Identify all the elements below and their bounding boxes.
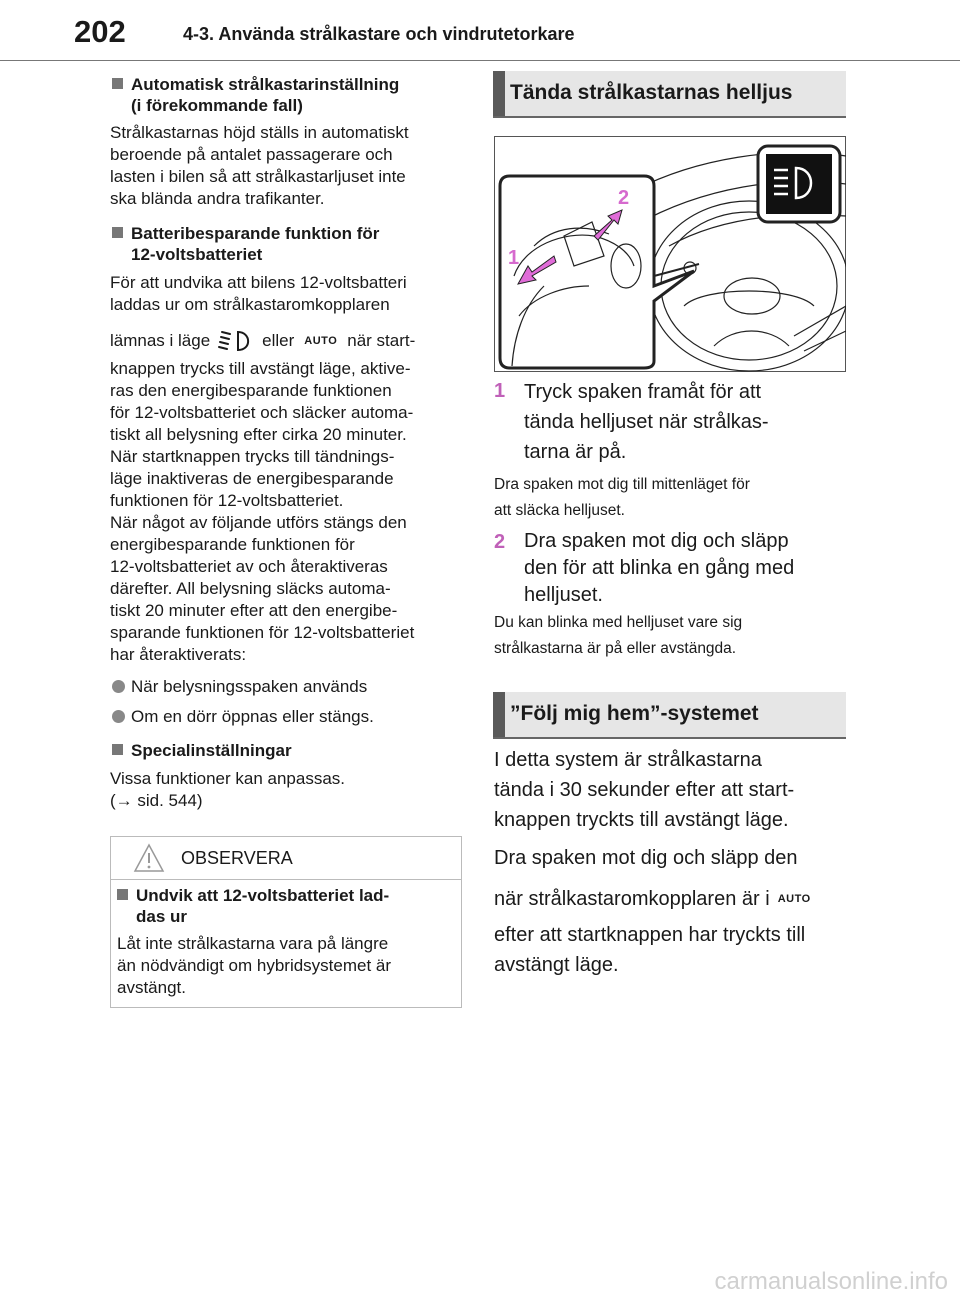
follow-me-home-text-2a: Dra spaken mot dig och släpp den [494,847,798,869]
special-settings-heading: Specialinställningar [110,740,465,761]
watermark: carmanualsonline.info [714,1268,948,1295]
notice-text: Låt inte strålkastarna vara på längre än nödvändigt om hybridsystemet är avstängt. [117,934,392,997]
circle-bullet-icon [112,710,125,723]
headlight-lever-illustration [494,136,846,372]
battery-saver-heading: Batteribesparande funktion för 12-voltsbatteriet [110,223,465,265]
auto-icon: AUTO [777,893,811,905]
header-divider [0,60,960,61]
figure-label-1: 1 [508,247,520,269]
section-heading-follow-me-home: ”Följ mig hem”-systemet [493,692,846,739]
list-item: När belysningsspaken används [110,676,465,698]
follow-me-home-text: I detta system är strålkastarna tända i 30 sekunder efter att start- knappen tryckts till avstängt läge. [494,749,795,831]
circle-bullet-icon [112,680,125,693]
step-1-note: Dra spaken mot dig till mittenläget för att släcka helljuset. [494,476,750,519]
battery-saver-text-a: För att undvika att bilens 12-voltsbatteri laddas ur om strålkastaromkopplaren [110,273,407,314]
square-bullet-icon [117,889,128,900]
square-bullet-icon [112,78,123,89]
notice-header [111,837,461,880]
special-settings-text: Vissa funktioner kan anpassas. (→ sid. 544) [110,769,345,810]
battery-saver-text-b: knappen trycks till avstängt läge, aktive- ras den energibesparande funktionen för 12-voltsbatteriet och släcker automa- tiskt all belysning efter cirka 20 minuter. När startknappen trycks till tändnings- läge inaktiveras de energibesparande funktionen för 12-voltsbatteriet. När något av följande utförs stängs den energibesparande funktionen för 12-voltsbatteriet av och återaktiveras därefter. All belysning släcks automa- tiskt 20 minuter efter att den energibe- sparande funktionen för 12-voltsbatteriet har återaktiverats: [110,359,415,664]
section-heading-high-beam: Tända strålkastarnas helljus [493,71,846,118]
step-1: 1 Tryck spaken framåt för att tända helljuset när strålkas- tarna är på. [494,380,769,463]
notice-heading: Undvik att 12-voltsbatteriet lad- das ur [115,885,455,927]
list-item: Om en dörr öppnas eller stängs. [110,706,465,728]
follow-me-home-text-2c: efter att startknappen har tryckts till avstängt läge. [494,924,806,976]
warning-triangle-icon [133,843,165,873]
headlight-low-beam-icon [216,328,256,354]
figure-label-2: 2 [618,187,630,209]
page-number: 202 [74,14,126,49]
notice-box [110,836,462,1008]
auto-icon: AUTO [304,335,338,347]
auto-leveling-heading: Automatisk strålkastarinställning (i förekommande fall) [110,74,465,116]
notice-title: OBSERVERA [181,848,293,868]
step-2: 2 Dra spaken mot dig och släpp den för att blinka en gång med helljuset. [494,530,795,606]
square-bullet-icon [112,227,123,238]
square-bullet-icon [112,744,123,755]
follow-me-home-text-2b: när strålkastaromkopplaren är i AUTO [494,884,846,914]
header-title: 4-3. Använda strålkastare och vindrutetorkare [183,24,575,44]
battery-saver-icon-line: lämnas i läge eller AUTO när start- [110,328,465,354]
auto-leveling-text: Strålkastarnas höjd ställs in automatiskt beroende på antalet passagerare och lasten i bilen så att strålkastarljuset inte ska blända andra trafikanter. [110,123,409,208]
step-2-note: Du kan blinka med helljuset vare sig strålkastarna är på eller avstängda. [494,614,743,657]
